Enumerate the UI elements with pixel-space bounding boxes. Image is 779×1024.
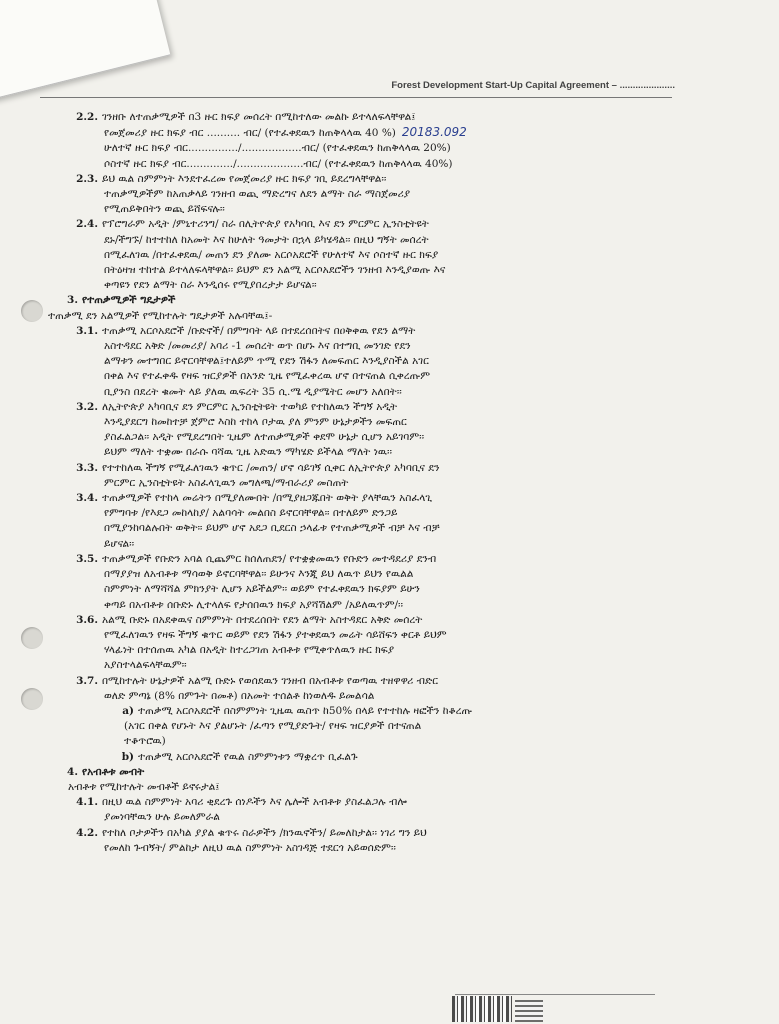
clause-text: በሚፈለገዉ /በተፈቀደዉ/ መጠን ደን ያለሙ አርሶአደሮች የሁለተኛ እና ሶስተኛ ዙር ክፍያ: [104, 248, 439, 261]
clause-text: በዚህ ዉል ስምምነት አባሪ ቂደረጉ ሰነዶችን እና ሌሎች አብቶቱ ያስፈልጋሉ ብሎ: [102, 796, 407, 809]
text-line: [48, 187, 673, 202]
text-line: [48, 795, 673, 810]
clause-text: ስምምነት ለማሻሻል ምክንያት ሊሆን አይችልም፡፡ ወይም የተፈቀደዉን ክፍያም ይሁን: [104, 583, 420, 596]
text-line: [48, 400, 673, 415]
text-line: [48, 339, 673, 354]
clause-text: (አገር በቀል የሆኑት እና ያልሆኑት /ፈጣን የሚያድጉት/ የዛፍ ዝርያዎች በተናጠል: [124, 720, 422, 733]
clause-text: ተቆጥሮዉ): [124, 735, 166, 748]
clause-text: ልማቱን መተግበር ይኖርባቸዋል፤ተለይም ጥሚ የደን ሽፋን ለመፍጠር እንዲያስችል አገር: [104, 355, 429, 368]
text-line: [48, 202, 673, 217]
text-line: [48, 354, 673, 369]
clause-number: 2.4.: [76, 218, 98, 231]
text-line: [48, 491, 673, 506]
text-line: [48, 415, 673, 430]
clause-text: የሚጠይቅበትን ወጪ ይሸፍናሉ፡፡: [104, 203, 225, 216]
text-line: [48, 598, 673, 613]
text-line: [48, 643, 673, 658]
text-line: [48, 689, 673, 704]
clause-text: ገንዘቡ ለተጠቃሚዎች በ3 ዙር ክፍያ መሰረት በሚከተለው መልኩ ይተላለፍላቸዋል፤: [102, 111, 416, 123]
text-line: [48, 172, 673, 187]
clause-text: ሃላፊነት በተሰጠዉ አካል በአዲት ከተረጋገጠ አብቶቱ የሚቀጥለዉን ዙር ክፍያ: [104, 644, 395, 657]
clause-number: 4.2.: [76, 826, 98, 839]
text-line: [48, 430, 673, 445]
clause-text: የመጀመሪያ ዙር ክፍያ ብር .......... ብር/ (የተፈቀደዉን ከጠቅላላዉ 40 %): [104, 127, 396, 140]
clause-text: ተጠቃሚ አርሶአደሮች /ቡድኖች/ በምግባት ላይ በተደረሰበትና በዐቅቀዉ የደን ልማት: [102, 324, 416, 337]
text-line: [48, 841, 673, 856]
punch-hole: [21, 688, 43, 710]
clause-text: በትዕዛዝ ተከተል ይተላለፍላቸዋል፡፡ ይህም ደን አልሚ አርሶአደሮችን ገንዘብ እንዲያወጡ እና: [104, 264, 446, 277]
text-line: [48, 674, 673, 689]
clause-number: 4.1.: [76, 796, 98, 809]
clause-text: ምርምር ኢንስቲትዩት አስፈላጊዉን መግለጫ/ማብራሪያ መስጠት: [104, 476, 349, 489]
clause-text: እንዲያደርግ ከመከተቻ ጀምሮ እስከ ተከላ ቦታዉ ያለ ምንም ሁኔታዎችን መፍጠር: [104, 416, 407, 429]
clause-text: የሚፈለገዉን የዛፍ ችግኝ ቁጥር ወይም የደን ሽፋን ያተቀደዉን መሬት ሳይሸፍን ቀርቶ ይህም: [104, 628, 447, 641]
clause-text: የፕሮግራም አዲት /ምኒተሪንግ/ ስራ በሊትዮጵያ የአካባቢ እና ደን ምርምር ኢንስቲትዩት: [102, 218, 429, 231]
clause-number: 3.5.: [76, 552, 98, 565]
clause-text: ይህ ዉል ስምምነት እንደተፈረመ የመጀመሪያ ዙር ክፍያ ገቢ ይደረግላቸዋል፡፡: [102, 172, 387, 185]
text-line: [48, 141, 673, 156]
clause-text: ያስፈልጋል፡፡ አዲት የሚደረግበት ጊዜም ለተጠቃሚዎች ቀደሞ ሁኔታ ሲሆን አይገባም፡፡: [104, 431, 425, 444]
clause-text: ተጠቃሚዎችም ከአጠቃላይ ገንዘብ ወጪ ማድረግና ለደን ልማት ስራ ማስጀመሪያ: [104, 188, 411, 201]
text-line: [48, 263, 673, 278]
clause-number: 3.1.: [76, 324, 98, 337]
text-line: [48, 567, 673, 582]
text-line: [48, 628, 673, 643]
text-line: [48, 826, 673, 841]
folded-corner: [0, 0, 170, 104]
text-line: [48, 385, 673, 400]
clause-text: አስተዳደር አቅድ /መመሪያ/ አባሪ -1 መሰረት ወጥ በሆኑ እና በተግቢ መንገድ የደን: [104, 340, 411, 353]
page-header: Forest Development Start-Up Capital Agreement – .....................: [391, 80, 675, 91]
text-line: [48, 734, 673, 749]
text-line: [48, 125, 673, 141]
clause-text: ወለድ ምጣኔ (8% በምጉት በመቶ) በአመት ተሰልቶ ከነወለዱ ይመልሳል: [104, 689, 375, 702]
clause-text: አብቶቱ የሚከተሉት መብቶች ይኖሩታል፤: [68, 780, 220, 793]
clause-text: ተጠቃሚ አርሶአደሮች በስምምነት ጊዜዉ ዉስጥ ከ50% በላይ የተተከሉ ዛፎችን ከቆረጡ: [138, 704, 473, 717]
clause-text: ተጠቃሚዎች የቡድን አባል ሲጨምር ከሰለጠደን/ የተቋቋመዉን የቡድን መተዳደሪያ ደንብ: [102, 552, 437, 565]
clause-text: የተተከለዉ ችግኝ የሚፈለገዉን ቁጥር /መጠን/ ሆኖ ሳይገኝ ሲቀር ለኢትዮጵያ አካባቢና ደን: [102, 461, 440, 474]
punch-hole: [21, 627, 43, 649]
text-line: [48, 157, 673, 172]
clause-number: 2.2.: [76, 111, 98, 123]
clause-text: በቀል እና የተፈቀዱ የዛፍ ዝርያዎች በአንድ ጊዜ የሚፈቀረዉ ሆኖ በተናጠል ሲቀረጡም: [104, 370, 431, 383]
clause-text: የአብቶቱ መብት: [82, 765, 145, 778]
text-line: [48, 658, 673, 673]
clause-text: ለኢትዮጵያ አካባቢና ደን ምርምር ኢንስቲትዩት ተወካይ የተከለዉን ችግኝ አዲት: [102, 400, 398, 413]
clause-text: ሶስተኛ ዙር ክፍያ ብር............../....................ብር/ (የተፈቀደዉን ከጠቅላላዉ 40%): [104, 157, 453, 170]
clause-number: b): [121, 750, 134, 763]
text-line: [48, 613, 673, 628]
clause-text: ቀጣይ በአብቶቱ ሰቡድኑ ሊተላለፍ የታሰበዉን ክፍያ አያሻሽልም /አይለዉጥም/፡፡: [104, 598, 404, 611]
text-line: [48, 324, 673, 339]
text-line: [48, 476, 673, 491]
footer-rule: [455, 994, 655, 995]
clause-text: በማያያዝ ለአብቶቱ ማሳወቅ ይኖርባቸዋል፡፡ ይሁንና እንጂ ይህ ለዉጥ ይህን የዉልል: [104, 568, 414, 581]
header-rule: [40, 97, 672, 98]
handwritten-amount: 20183.092: [401, 125, 467, 140]
clause-number: 4.: [67, 765, 78, 778]
clause-text: በሚከተሉት ሁኔታዎች አልሚ ቡድኑ የወሰደዉን ገንዘብ በአብቶቱ የወጣዉ ተዘዋዋሪ ብድር: [102, 674, 439, 687]
text-line: [48, 445, 673, 460]
clause-text: ደኑ/ችግኙ/ ከተተከለ ከአመት እና ከሁለት ዓመታት በኋላ ይካሄዳል፡፡ በዚህ ግኝት መሰረት: [104, 233, 429, 246]
clause-text: የመለከ ጉብኝት/ ምልከታ ለዚህ ዉል ስምምነት አስገዳጅ ተደርጎ አይወሰድም፡፡: [104, 841, 396, 854]
clause-text: ተጠቃሚ አርሶአደሮች የዉል ስምምነቱን ማቋረጥ ቢፈልጉ: [138, 750, 358, 763]
text-line: [48, 719, 673, 734]
text-line: [48, 704, 673, 719]
clause-text: ይህም ማለት ተቋሙ በራሱ ባሻዉ ጊዜ አድዉን ማካሄድ ይችላል ማለት ነዉ፡፡: [104, 446, 392, 459]
text-line: [48, 369, 673, 384]
clause-number: 3.7.: [76, 674, 98, 687]
text-line: [48, 750, 673, 765]
text-line: [48, 217, 673, 232]
clause-text: ሁለተኛ ዙር ክፍያ ብር.............../..................ብር/ (የተፈቀደዉን ከጠቅላላዉ 20%): [104, 142, 451, 155]
clause-text: ቀጣዩን የደን ልማት ስራ እንዲሰሩ የሚያበረታታ ይሆናል፡፡: [104, 279, 317, 292]
text-line: [48, 110, 673, 125]
clause-number: 3.2.: [76, 400, 98, 413]
clause-number: 3.4.: [76, 492, 98, 505]
document-body: [48, 110, 673, 856]
clause-text: በሚያንከባልሉበት ወቅት፡፡ ይህም ሆኖ አደጋ ቢደርስ ኃላፊቱ የተጠቃሚዎች ብቻ እና ብቻ: [104, 522, 440, 535]
text-line: [48, 293, 673, 308]
text-line: [48, 765, 673, 780]
clause-text: አልሚ ቡድኑ በአደቀዉና ስምምነት በተደረሰበት የደን ልማት አስተዳደር አቅድ መሰረት: [102, 613, 423, 626]
clause-text: የምግባቱ /የእደጋ መከላከያ/ አልባሳት መልበስ ይኖርባቸዋል፡፡ በተለይም ድንጋይ: [104, 507, 398, 520]
text-line: [48, 309, 673, 324]
text-line: [48, 582, 673, 597]
clause-text: የተከለ ቦታዎችን በአካል ያያል ቁጥሩ ስራዎችን /ክንዉኖችን/ ይመለከታል፡፡ ነገሪ ግን ይህ: [102, 826, 427, 839]
clause-text: ቢያንስ በደረት ቁመት ላይ ያለዉ ዉፍረት 35 ሲ.ሜ ዲያሜትር መሆን አለበት፡፡: [104, 385, 402, 398]
clause-number: a): [122, 704, 134, 717]
text-line: [48, 521, 673, 536]
barcode-stamp: [452, 996, 512, 1022]
punch-hole: [21, 300, 43, 322]
clause-text: አያስተላልፍላቸዉም፡፡: [104, 659, 187, 672]
clause-text: ያመነባቸዉን ሁሉ ይመለምራል: [104, 811, 220, 824]
text-line: [48, 810, 673, 825]
text-line: [48, 780, 673, 795]
clause-text: ይሆናል፡፡: [104, 537, 135, 550]
text-line: [48, 461, 673, 476]
clause-text: የተጠቃሚዎች ግዴታዎች: [82, 294, 176, 307]
text-line: [48, 233, 673, 248]
clause-number: 3.6.: [76, 613, 98, 626]
clause-text: ተጠቃሚዎች የተከላ መሬትን በሚያለሙበት /በሚያዘጋጁበት ወቅት ያላቸዉን አስፈላጊ: [102, 492, 433, 505]
text-line: [48, 537, 673, 552]
text-line: [48, 552, 673, 567]
barcode-stamp: [515, 1000, 543, 1022]
text-line: [48, 248, 673, 263]
clause-number: 3.3.: [76, 461, 98, 474]
text-line: [48, 278, 673, 293]
clause-number: 2.3.: [76, 172, 98, 185]
clause-text: ተጠቃሚ ደን አልሚዎች የሚከተሉት ግዴታዎች አሉባቸዉ፤-: [48, 309, 273, 322]
clause-number: 3.: [67, 294, 78, 307]
text-line: [48, 506, 673, 521]
